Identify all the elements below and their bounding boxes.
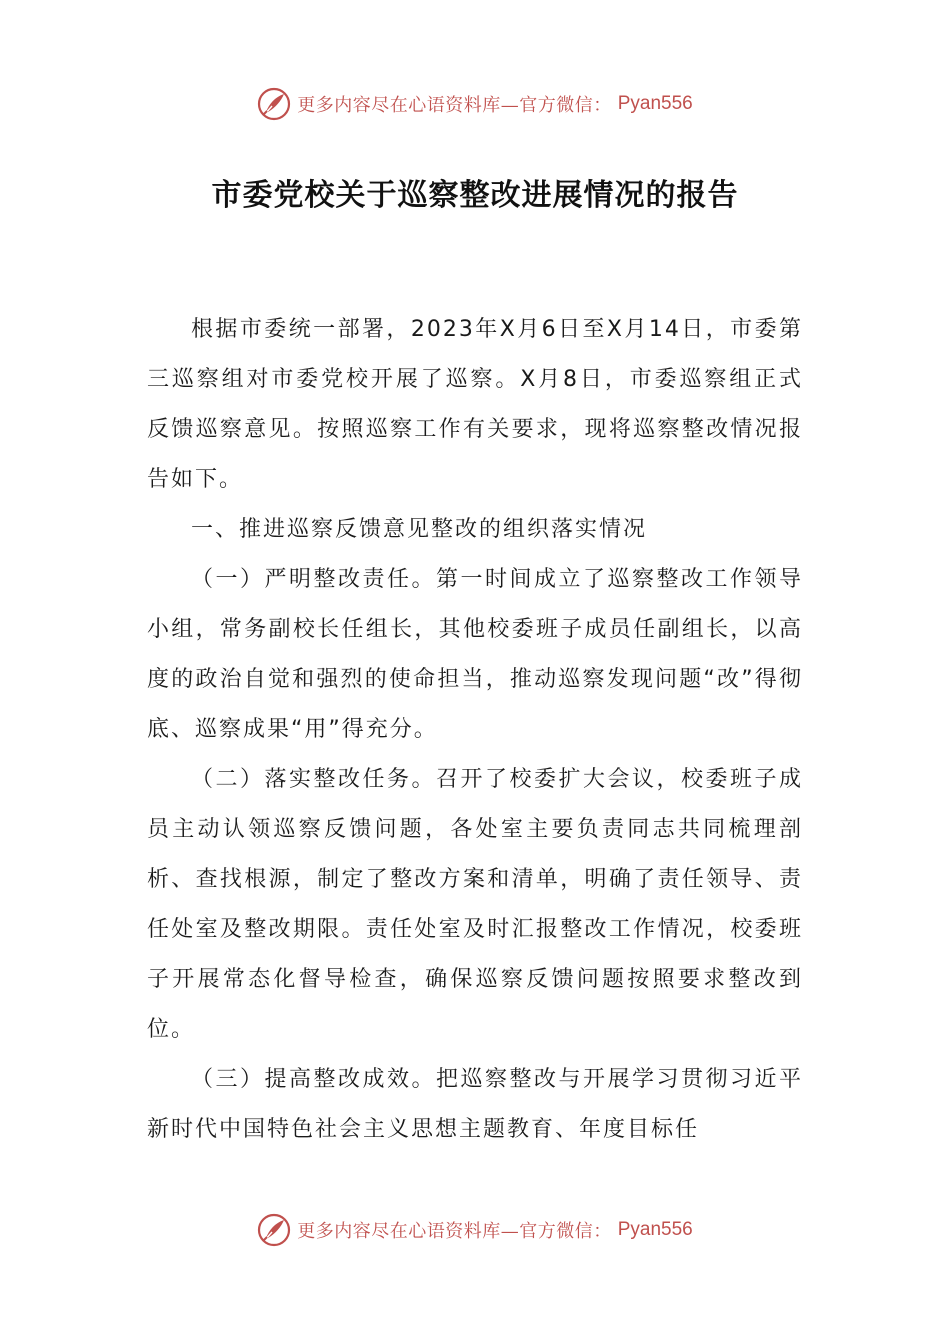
- paragraph-1-1: （一）严明整改责任。第一时间成立了巡察整改工作领导小组，常务副校长任组长，其他校委班子成员任副组长，以高度的政治自觉和强烈的使命担当，推动巡察发现问题“改”得彻底、巡察成果“用”得充分。: [147, 567, 804, 742]
- section-heading-1: 一、推进巡察反馈意见整改的组织落实情况: [191, 517, 648, 542]
- paragraph-intro: 根据市委统一部署，2023年X月6日至X月14日，市委第三巡察组对市委党校开展了巡察。X月8日，市委巡察组正式反馈巡察意见。按照巡察工作有关要求，现将巡察整改情况报告如下。: [147, 317, 803, 492]
- watermark-text: 更多内容尽在心语资料库—官方微信：: [297, 1221, 612, 1242]
- document-title: 市委党校关于巡察整改进展情况的报告: [211, 178, 739, 213]
- watermark-wechat-id: Pyan556: [617, 93, 693, 114]
- watermark-banner-top: [0, 84, 950, 124]
- watermark-banner-bottom: [0, 1210, 950, 1250]
- paragraph-1-3: （三）提高整改成效。把巡察整改与开展学习贯彻习近平新时代中国特色社会主义思想主题教育、年度目标任: [147, 1067, 803, 1142]
- document-body: [147, 305, 803, 1155]
- quill-logo-icon: [257, 87, 291, 121]
- quill-logo-icon: [257, 1213, 291, 1247]
- paragraph-1-2: （二）落实整改任务。召开了校委扩大会议，校委班子成员主动认领巡察反馈问题，各处室主要负责同志共同梳理剖析、查找根源，制定了整改方案和清单，明确了责任领导、责任处室及整改期限。责任处室及时汇报整改工作情况，校委班子开展常态化督导检查，确保巡察反馈问题按照要求整改到位。: [147, 767, 803, 1042]
- watermark-text: 更多内容尽在心语资料库—官方微信：: [297, 95, 612, 116]
- watermark-wechat-id: Pyan556: [617, 1219, 693, 1240]
